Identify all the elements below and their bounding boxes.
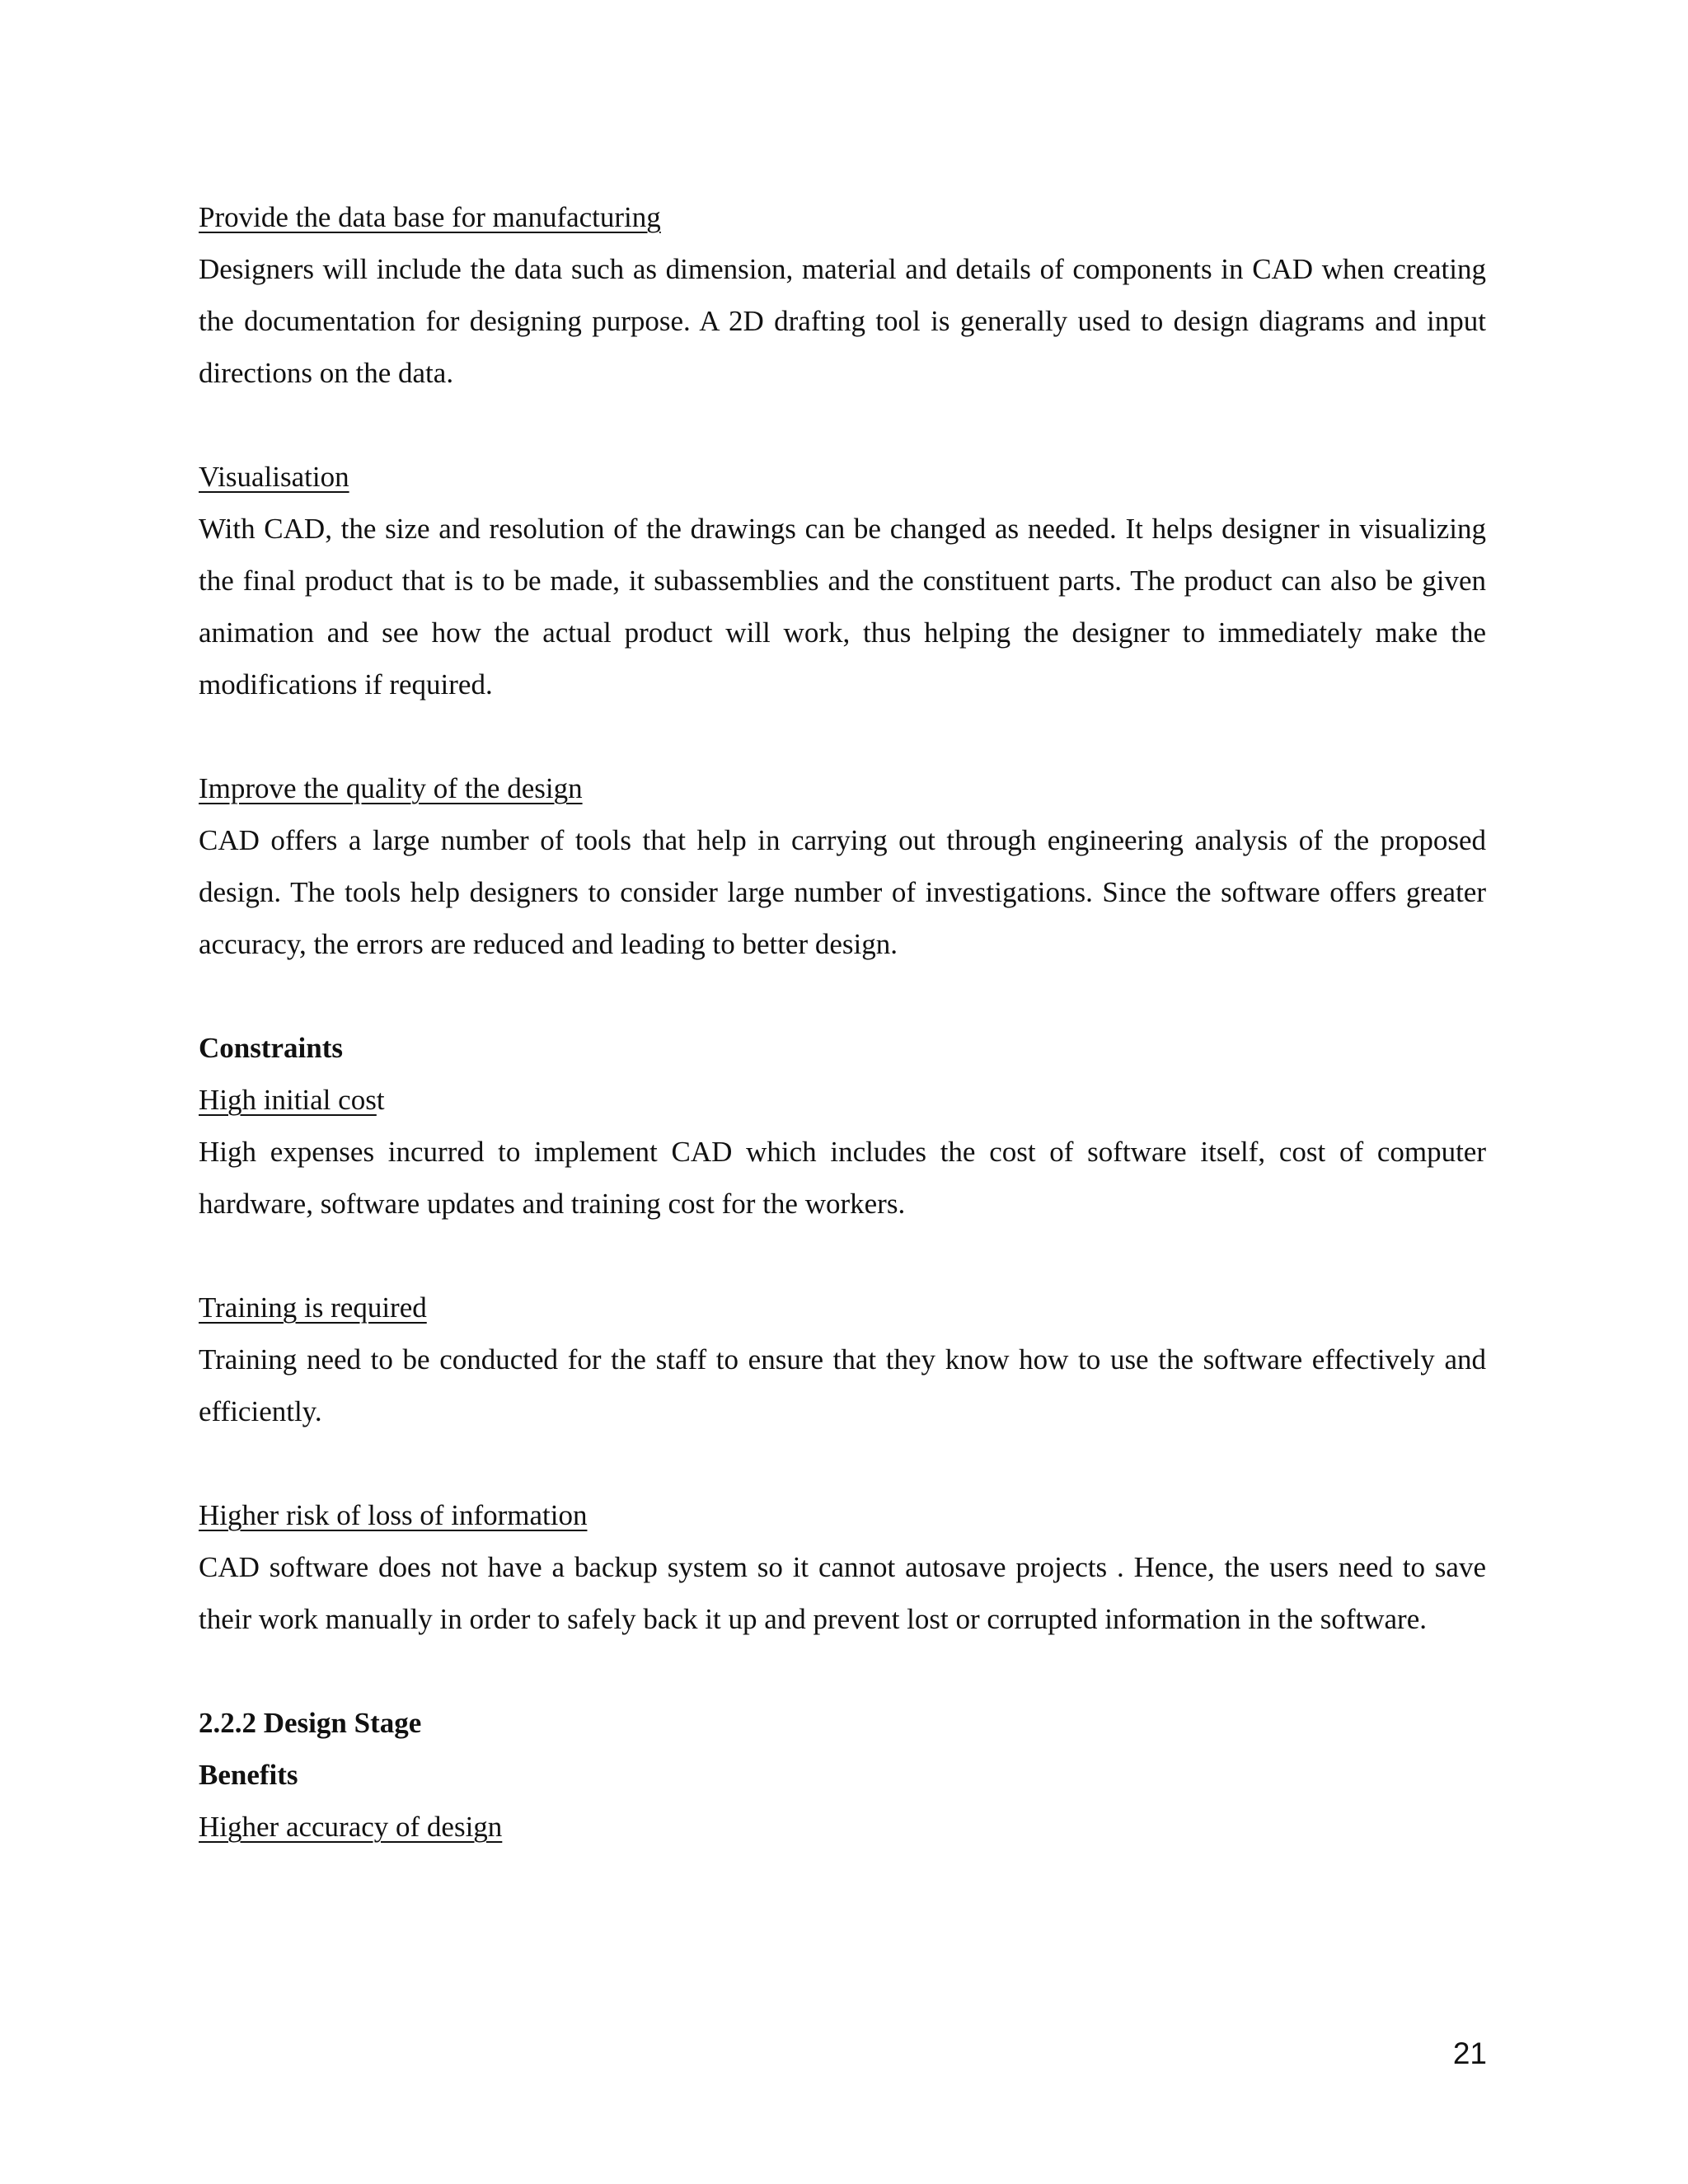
heading-improve-quality: Improve the quality of the design	[199, 772, 583, 804]
spacer	[199, 710, 1486, 762]
heading-visualisation: Visualisation	[199, 461, 349, 493]
page-number: 21	[1452, 2036, 1487, 2070]
constraints-title: Constraints	[199, 1032, 344, 1064]
paragraph-training-required: Training need to be conducted for the staff to ensure that they know how to use the software effectively and efficiently.	[199, 1343, 1486, 1427]
heading-high-initial-cost-underlined: High initial cos	[199, 1084, 377, 1116]
heading-loss-of-information: Higher risk of loss of information	[199, 1499, 588, 1531]
paragraph-data-base: Designers will include the data such as dimension, material and details of components in CAD when creating the documentation for designing purpose. A 2D drafting tool is generally used to design diagrams and input directions on the data.	[199, 253, 1486, 389]
spacer	[199, 1230, 1486, 1282]
heading-data-base: Provide the data base for manufacturing	[199, 201, 661, 233]
spacer	[199, 970, 1486, 1022]
paragraph-loss-of-information: CAD software does not have a backup system so it cannot autosave projects . Hence, the users need to save their work manually in order to safely back it up and prevent lost or corrupted information in the software.	[199, 1551, 1486, 1635]
paragraph-visualisation: With CAD, the size and resolution of the drawings can be changed as needed. It helps designer in visualizing the final product that is to be made, it subassemblies and the constituent parts. The product can also be given animation and see how the actual product will work, thus helping the designer to immediately make the modifications if required.	[199, 513, 1486, 701]
heading-higher-accuracy: Higher accuracy of design	[199, 1811, 503, 1843]
page-body	[199, 191, 1486, 1853]
heading-training-required: Training is required	[199, 1291, 427, 1324]
paragraph-improve-quality: CAD offers a large number of tools that help in carrying out through engineering analysis of the proposed design. The tools help designers to consider large number of investigations. Since the software offers greater accuracy, the errors are reduced and leading to better design.	[199, 824, 1486, 960]
paragraph-high-initial-cost: High expenses incurred to implement CAD which includes the cost of software itself, cost of computer hardware, software updates and training cost for the workers.	[199, 1136, 1486, 1220]
design-stage-title: 2.2.2 Design Stage	[199, 1707, 422, 1739]
spacer	[199, 1437, 1486, 1489]
spacer	[199, 399, 1486, 451]
heading-high-initial-cost	[199, 1074, 1486, 1126]
heading-high-initial-cost-tail: t	[376, 1084, 385, 1116]
benefits-title: Benefits	[199, 1759, 298, 1791]
spacer	[199, 1645, 1486, 1697]
